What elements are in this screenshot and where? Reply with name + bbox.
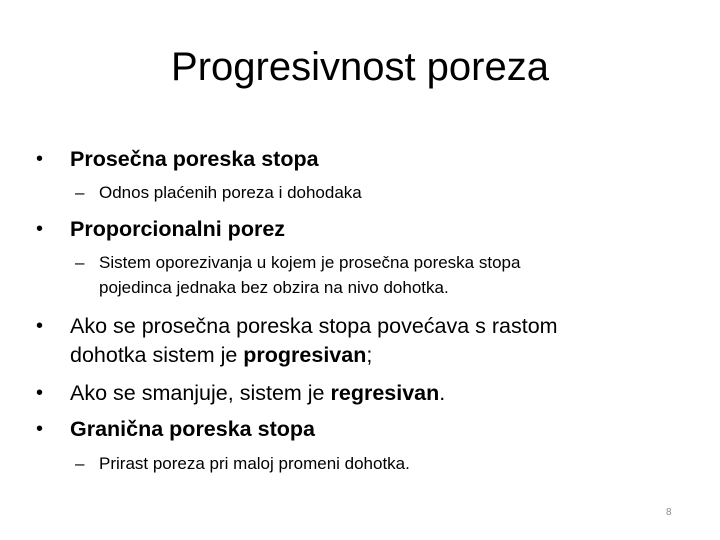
progressive-term: progresivan — [243, 343, 367, 367]
bullet-proportional-tax: Proporcionalni porez — [70, 217, 286, 241]
slide-title: Progresivnost poreza — [171, 45, 549, 89]
bullet-icon: • — [36, 418, 44, 440]
bullet-average-tax-rate: Prosečna poreska stopa — [70, 147, 319, 171]
sub-marginal-definition: Prirast poreza pri maloj promeni dohotka. — [99, 454, 410, 473]
dash-icon: – — [75, 253, 85, 272]
regressive-plain: Ako se smanjuje, sistem je — [70, 381, 331, 405]
progressive-plain: dohotka sistem je — [70, 343, 244, 367]
dash-icon: – — [75, 183, 85, 202]
bullet-marginal-tax-rate: Granična poreska stopa — [70, 417, 315, 441]
page-number: 8 — [666, 507, 672, 518]
sub-proportional-line2: pojedinca jednaka bez obzira na nivo dohotka. — [99, 278, 449, 297]
bullet-icon: • — [36, 382, 44, 404]
bullet-regressive — [70, 379, 445, 407]
bullet-icon: • — [36, 148, 44, 170]
bullet-progressive-line2 — [70, 341, 372, 369]
bullet-icon: • — [36, 315, 44, 337]
bullet-icon: • — [36, 218, 44, 240]
progressive-tail: ; — [366, 343, 373, 367]
sub-average-tax-rate-definition: Odnos plaćenih poreza i dohodaka — [99, 183, 362, 202]
regressive-term: regresivan — [330, 381, 440, 405]
dash-icon: – — [75, 454, 85, 473]
sub-proportional-line1: Sistem oporezivanja u kojem je prosečna poreska stopa — [99, 253, 521, 272]
regressive-tail: . — [439, 381, 446, 405]
bullet-progressive-line1: Ako se prosečna poreska stopa povećava s rastom — [70, 314, 558, 338]
